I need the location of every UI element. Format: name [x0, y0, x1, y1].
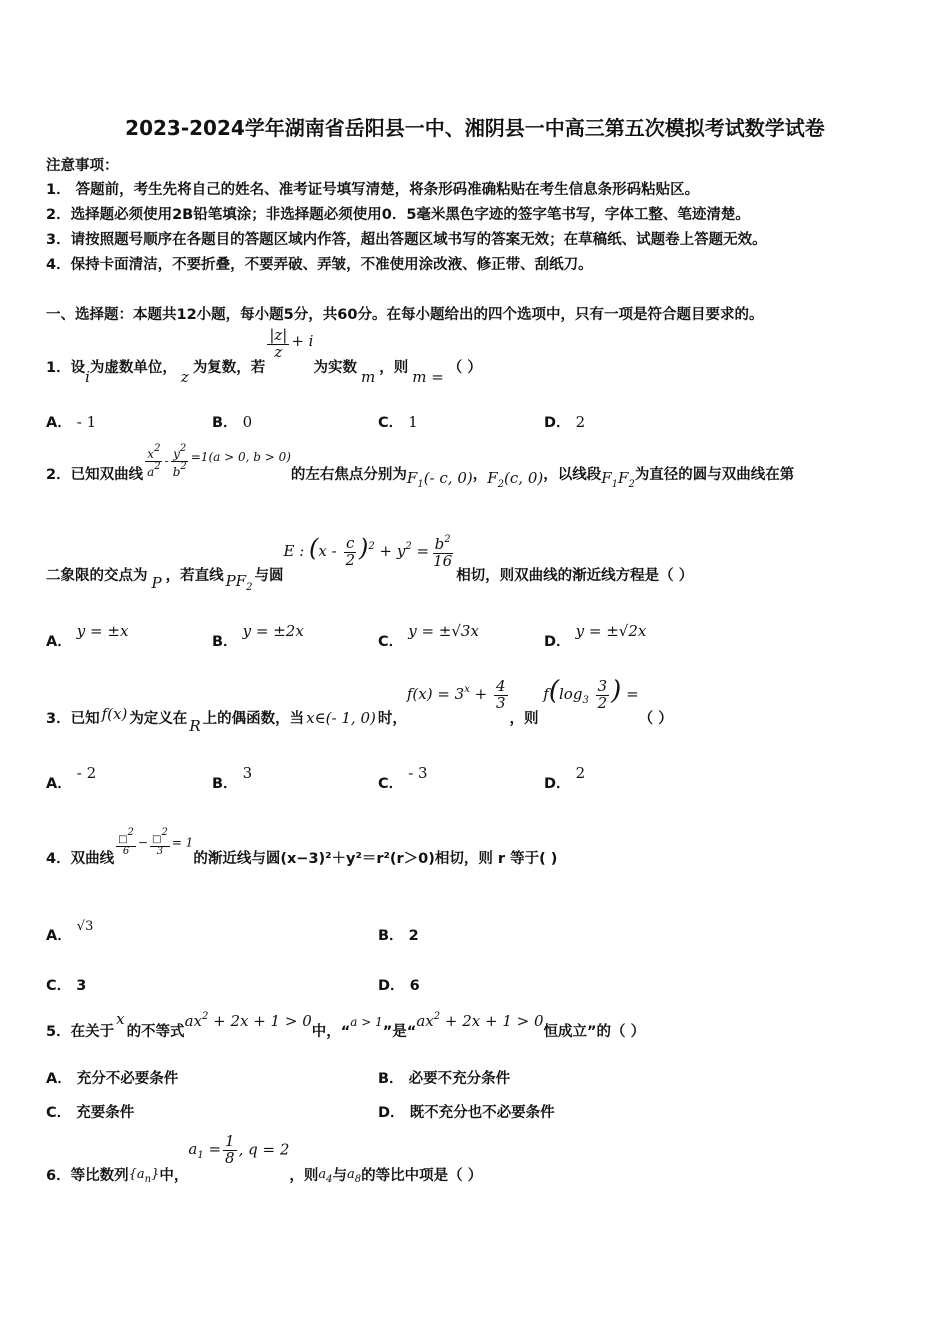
notice-item: 2．选择题必须使用2B铅笔填涂；非选择题必须使用0．5毫米黑色字迹的签字笔书写，字体工整、笔迹清楚。	[46, 207, 750, 223]
question-1: 1．设i为虚数单位， z 为复数，若 $\frac{|z|}{z}$ + i为实数 m ，则 m = （ ）	[46, 326, 482, 387]
option-a[interactable]: A． - 1	[46, 413, 97, 431]
option-b[interactable]: B． 3	[212, 764, 253, 792]
option-b[interactable]: B． y = ±2x	[212, 622, 304, 650]
option-c[interactable]: C． 3	[46, 978, 87, 994]
option-c[interactable]: C． 充要条件	[46, 1105, 135, 1121]
math-m: m	[360, 368, 376, 387]
option-b[interactable]: B． 0	[212, 413, 253, 431]
option-c[interactable]: C． y = ±√3x	[378, 622, 479, 650]
math-expr-abs-z-over-z: $\frac{|z|}{z}$	[269, 326, 288, 361]
question-4: 4．双曲线 $\frac{□2}{6}$ − $\frac{□2}{3}$ = 1的渐近线与圆(x−3)²＋y²＝r²(r＞0)相切，则 r 等于( )	[46, 827, 558, 867]
question-5: 5．在关于x的不等式$ax^2 + 2x + 1 > 0$中，“a > 1”是“$ax^2 + 2x + 1 > 0$恒成立”的（ ）	[46, 1010, 646, 1040]
question-2: 2．已知双曲线 $\frac{x^2}{a^2}$ - $\frac{y^2}{b^2}$ $^{=1(a > 0, b > 0)}$的左右焦点分别为$F_1(-$ c, 0)，$F_2(c$, 0)，以线段$F_1F_2$为直径的圆与双曲线在第	[46, 443, 795, 491]
section-heading: 一、选择题：本题共12小题，每小题5分，共60分。在每小题给出的四个选项中，只有一项是符合题目要求的。	[46, 307, 764, 323]
option-d[interactable]: D． 2	[544, 764, 586, 792]
option-a[interactable]: A． √3	[46, 919, 94, 944]
notice-item: 3．请按照题号顺序在各题目的答题区域内作答，超出答题区域书写的答案无效；在草稿纸、试题卷上答题无效。	[46, 232, 767, 248]
question-2-cont: 二象限的交点为 P ，若直线 $PF_2$与圆E : (x - $\frac{c}{2}$ )$^2 + y^2$ = $\frac{b^2}{16}$ 相切，则双曲线的渐近线方程是（ ）	[46, 533, 694, 593]
option-d[interactable]: D． 6	[378, 978, 420, 994]
garbled-formula-image: $\frac{□2}{6}$	[118, 827, 134, 857]
math-z: z	[180, 368, 189, 387]
option-d[interactable]: D． 既不充分也不必要条件	[378, 1105, 555, 1121]
notice-heading: 注意事项：	[46, 158, 119, 174]
notice-item: 1． 答题前，考生先将自己的姓名、准考证号填写清楚，将条形码准确粘贴在考生信息条形码粘贴区。	[46, 182, 700, 198]
math-i: i	[85, 368, 90, 387]
option-d[interactable]: D． y = ±√2x	[544, 622, 647, 650]
question-6: 6．等比数列$\{a_n\}$中，$a_1$ = $\frac{1}{8}$ , q = 2，则$a_4$与$a_8$的等比中项是（ ）	[46, 1132, 483, 1186]
option-c[interactable]: C． - 3	[378, 764, 428, 792]
option-a[interactable]: A． - 2	[46, 764, 97, 792]
option-b[interactable]: B． 必要不充分条件	[378, 1071, 511, 1087]
option-a[interactable]: A． y = ±x	[46, 622, 129, 650]
option-a[interactable]: A． 充分不必要条件	[46, 1071, 179, 1087]
notice-item: 4．保持卡面清洁，不要折叠，不要弄破、弄皱，不准使用涂改液、修正带、刮纸刀。	[46, 257, 593, 273]
option-b[interactable]: B． 2	[378, 928, 419, 944]
option-c[interactable]: C． 1	[378, 413, 418, 431]
page-title: 2023-2024学年湖南省岳阳县一中、湘阴县一中高三第五次模拟考试数学试卷	[125, 116, 825, 140]
option-d[interactable]: D． 2	[544, 413, 586, 431]
question-3: 3．已知 f(x) 为定义在 R 上的偶函数，当 x∈(- 1, 0) 时，$f(x) = 3^x$ + $\frac{4}{3}$ ，则 $f(\log_3$ $\frac{3}{2}$ ) =（ ）	[46, 676, 673, 735]
